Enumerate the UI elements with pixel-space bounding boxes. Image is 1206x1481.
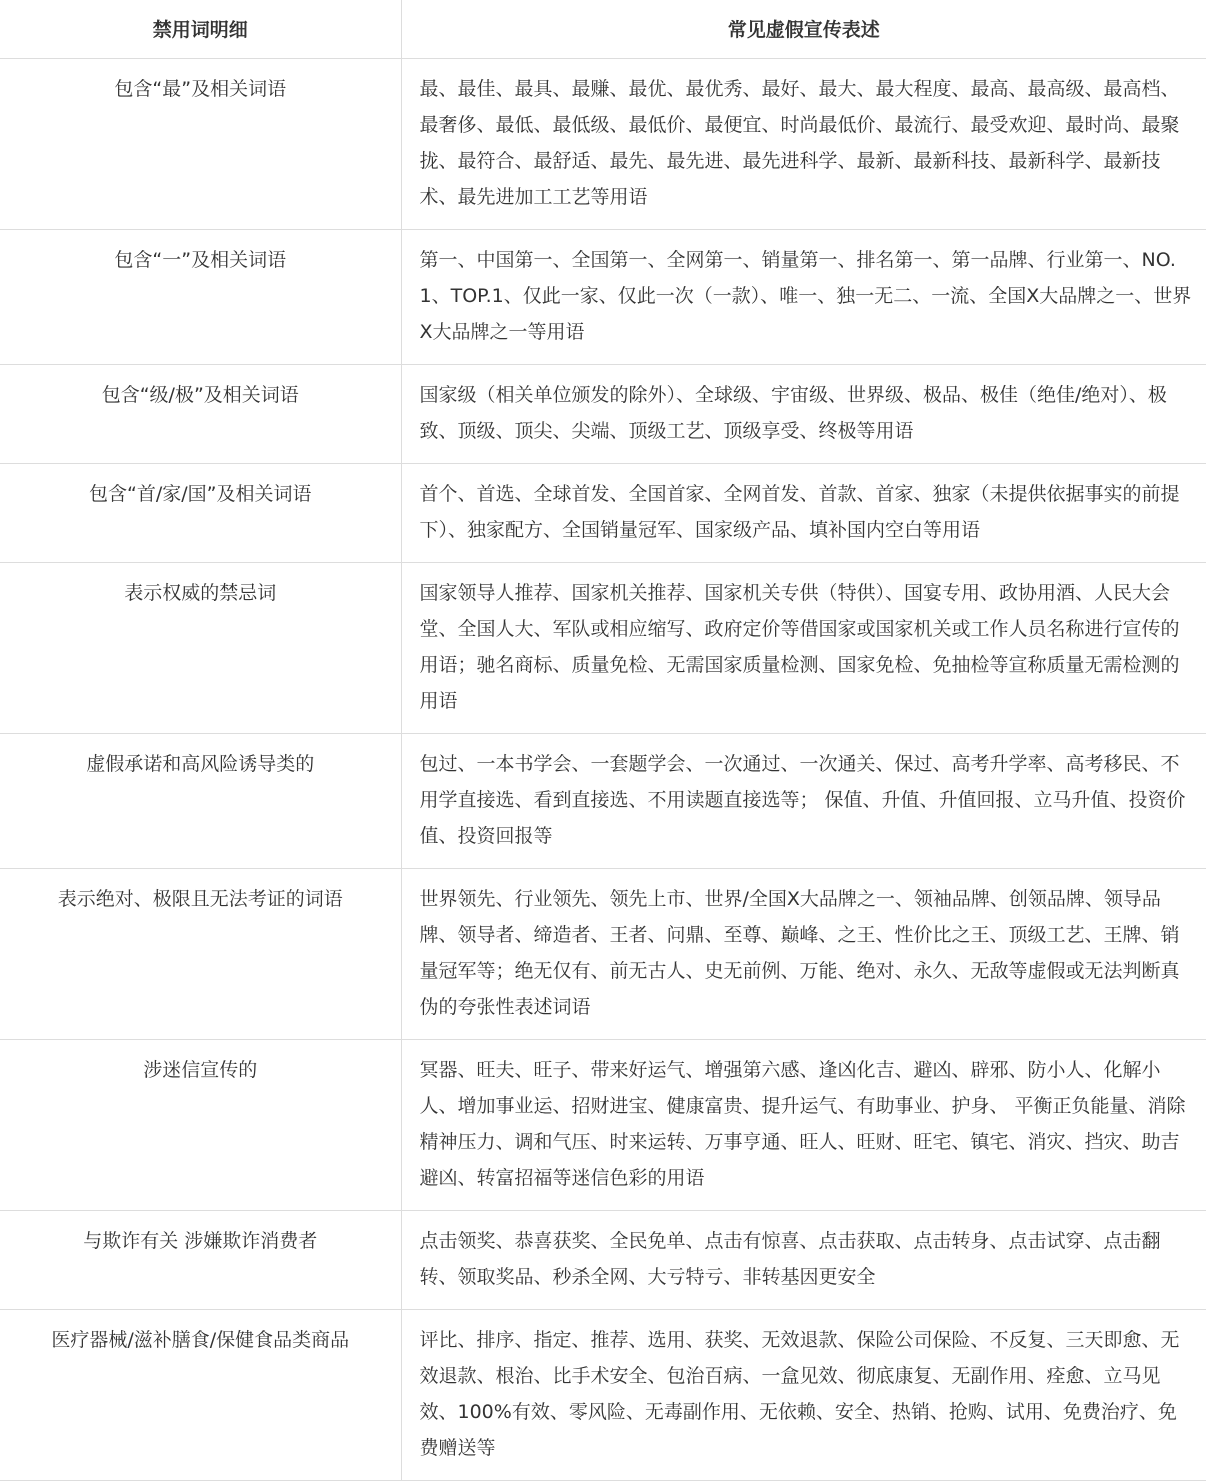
category-cell: 涉迷信宣传的: [0, 1039, 401, 1210]
table-header-row: [0, 0, 1206, 58]
table-row: [0, 1039, 1206, 1210]
table-row: [0, 364, 1206, 463]
table-row: [0, 868, 1206, 1039]
table-row: [0, 1210, 1206, 1309]
examples-cell: 首个、首选、全球首发、全国首家、全网首发、首款、首家、独家（未提供依据事实的前提下）、独家配方、全国销量冠军、国家级产品、填补国内空白等用语: [401, 463, 1206, 562]
examples-cell: 第一、中国第一、全国第一、全网第一、销量第一、排名第一、第一品牌、行业第一、NO.1、TOP.1、仅此一家、仅此一次（一款）、唯一、独一无二、一流、全国X大品牌之一、世界X大品牌之一等用语: [401, 229, 1206, 364]
category-cell: 包含“首/家/国”及相关词语: [0, 463, 401, 562]
examples-cell: 世界领先、行业领先、领先上市、世界/全国X大品牌之一、领袖品牌、创领品牌、领导品牌、领导者、缔造者、王者、问鼎、至尊、巅峰、之王、性价比之王、顶级工艺、王牌、销量冠军等；绝无仅有、前无古人、史无前例、万能、绝对、永久、无敌等虚假或无法判断真伪的夸张性表述词语: [401, 868, 1206, 1039]
table-row: [0, 58, 1206, 229]
examples-cell: 评比、排序、指定、推荐、选用、获奖、无效退款、保险公司保险、不反复、三天即愈、无效退款、根治、比手术安全、包治百病、一盒见效、彻底康复、无副作用、痊愈、立马见效、100%有效、零风险、无毒副作用、无依赖、安全、热销、抢购、试用、免费治疗、免费赠送等: [401, 1309, 1206, 1480]
category-cell: 表示绝对、极限且无法考证的词语: [0, 868, 401, 1039]
examples-cell: 国家级（相关单位颁发的除外）、全球级、宇宙级、世界级、极品、极佳（绝佳/绝对）、极致、顶级、顶尖、尖端、顶级工艺、顶级享受、终极等用语: [401, 364, 1206, 463]
category-cell: 医疗器械/滋补膳食/保健食品类商品: [0, 1309, 401, 1480]
category-cell: 虚假承诺和高风险诱导类的: [0, 733, 401, 868]
examples-cell: 最、最佳、最具、最赚、最优、最优秀、最好、最大、最大程度、最高、最高级、最高档、最奢侈、最低、最低级、最低价、最便宜、时尚最低价、最流行、最受欢迎、最时尚、最聚拢、最符合、最舒适、最先、最先进、最先进科学、最新、最新科技、最新科学、最新技术、最先进加工工艺等用语: [401, 58, 1206, 229]
examples-cell: 包过、一本书学会、一套题学会、一次通过、一次通关、保过、高考升学率、高考移民、不用学直接选、看到直接选、不用读题直接选等； 保值、升值、升值回报、立马升值、投资价值、投资回报等: [401, 733, 1206, 868]
category-cell: 包含“级/极”及相关词语: [0, 364, 401, 463]
category-cell: 包含“最”及相关词语: [0, 58, 401, 229]
category-cell: 表示权威的禁忌词: [0, 562, 401, 733]
table-row: [0, 229, 1206, 364]
table-row: [0, 1309, 1206, 1480]
examples-cell: 冥器、旺夫、旺子、带来好运气、增强第六感、逢凶化吉、避凶、辟邪、防小人、化解小人、增加事业运、招财进宝、健康富贵、提升运气、有助事业、护身、 平衡正负能量、消除精神压力、调和气压、时来运转、万事亨通、旺人、旺财、旺宅、镇宅、消灾、挡灾、助吉避凶、转富招福等迷信色彩的用语: [401, 1039, 1206, 1210]
header-banned-words: 禁用词明细: [0, 0, 401, 58]
examples-cell: 国家领导人推荐、国家机关推荐、国家机关专供（特供）、国宴专用、政协用酒、人民大会堂、全国人大、军队或相应缩写、政府定价等借国家或国家机关或工作人员名称进行宣传的用语；驰名商标、质量免检、无需国家质量检测、国家免检、免抽检等宣称质量无需检测的用语: [401, 562, 1206, 733]
table-row: [0, 562, 1206, 733]
table-row: [0, 733, 1206, 868]
category-cell: 与欺诈有关 涉嫌欺诈消费者: [0, 1210, 401, 1309]
header-false-claims: 常见虚假宣传表述: [401, 0, 1206, 58]
table-row: [0, 463, 1206, 562]
category-cell: 包含“一”及相关词语: [0, 229, 401, 364]
examples-cell: 点击领奖、恭喜获奖、全民免单、点击有惊喜、点击获取、点击转身、点击试穿、点击翻转、领取奖品、秒杀全网、大亏特亏、非转基因更安全: [401, 1210, 1206, 1309]
